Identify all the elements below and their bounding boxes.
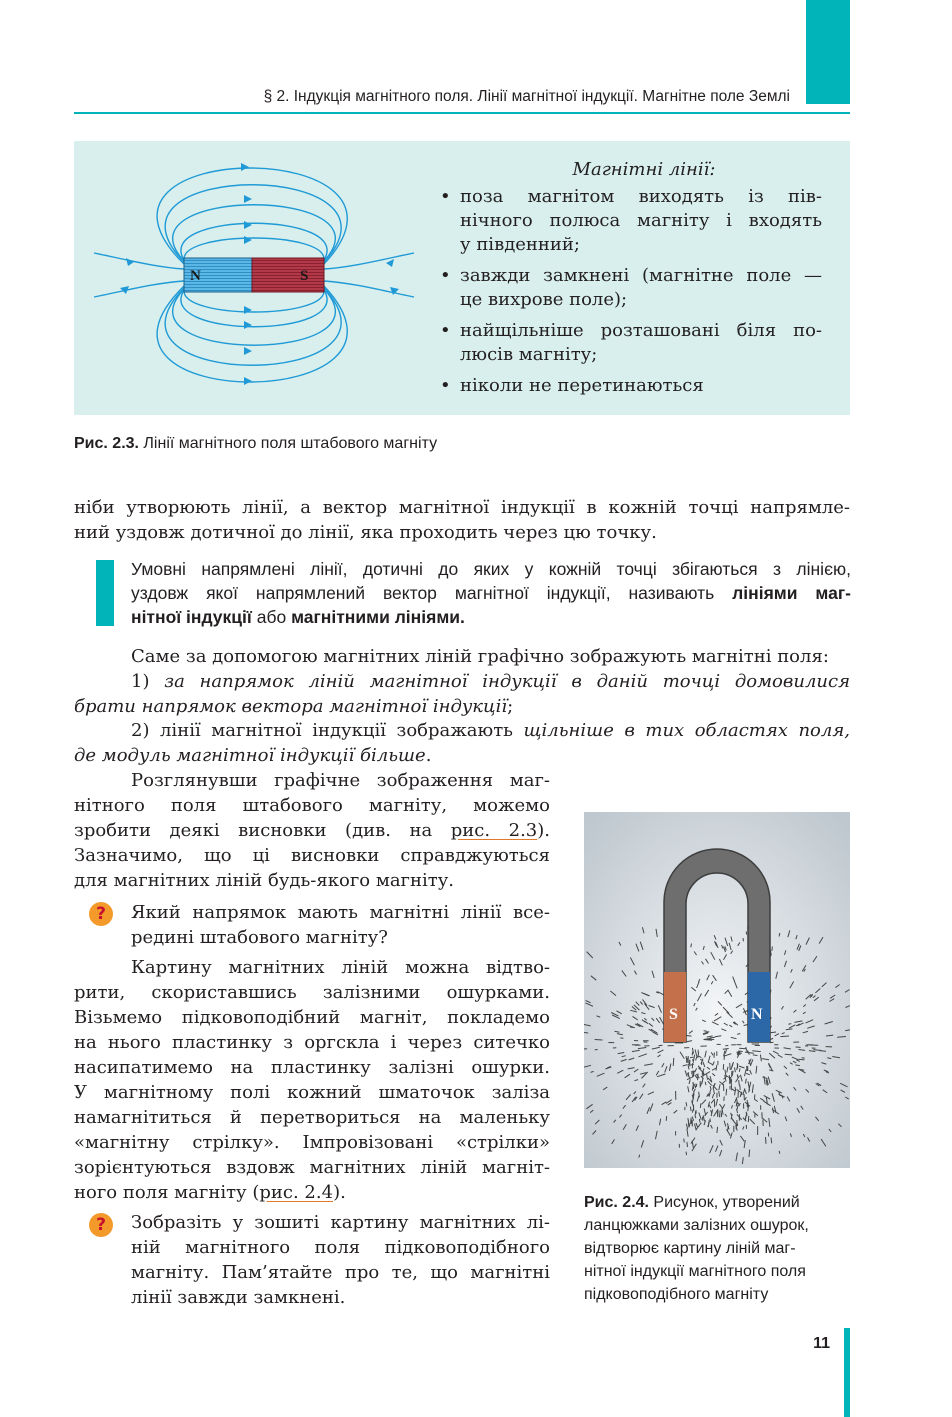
- paragraph-iron-filings: [74, 955, 550, 1205]
- text-line: У магнітному полі кожний шматочок заліза: [74, 1082, 550, 1103]
- question-inside-magnet: [131, 900, 550, 950]
- arrow-icon: [244, 221, 252, 229]
- paragraph-rule-2: [74, 718, 850, 768]
- text-line: • найщільніше розташовані біля по-: [460, 320, 822, 341]
- paragraph-conclusions: [74, 768, 550, 893]
- paragraph-field-lines: [74, 495, 850, 545]
- caption-text: ланцюжками залізних ошурок,: [584, 1217, 809, 1234]
- field-line-top-2: [181, 223, 327, 260]
- text-line: Зобразіть у зошиті картину магнітних лі-: [131, 1212, 550, 1233]
- paragraph-graphic-representation: [131, 644, 851, 669]
- caption-label: Рис. 2.4.: [584, 1194, 649, 1211]
- text-line: [74, 694, 850, 719]
- text-line: на нього пластинку з оргскла і через ситечко: [74, 1032, 550, 1053]
- arrow-icon: [244, 377, 252, 385]
- bar-magnet-field-diagram: [74, 141, 434, 415]
- text-line: Картину магнітних ліній можна відтво-: [131, 957, 550, 978]
- italic-text: щільніше в тих областях поля,: [523, 720, 850, 741]
- text-line: Який напрямок мають магнітні лінії все-: [131, 902, 550, 923]
- field-line-right-2: [324, 281, 414, 297]
- text-line: нічного полюса магніту і входять: [460, 210, 822, 231]
- text-fragment: уздовж якої напрямлений вектор магнітної індукції, називають: [131, 583, 733, 603]
- magnet-north-label: N: [190, 268, 201, 284]
- arrow-icon: [244, 321, 252, 329]
- text-line: • завжди замкнені (магнітне поле —: [460, 265, 822, 286]
- running-header: § 2. Індукція магнітного поля. Лінії магнітної індукції. Магнітне поле Землі: [263, 88, 790, 105]
- figure-2-3-caption: [74, 435, 437, 453]
- header-rule: [74, 112, 850, 114]
- property-item: [438, 264, 822, 312]
- text-line: Зазначимо, що ці висновки справджуються: [74, 845, 550, 866]
- text-line: [131, 605, 851, 629]
- text-line: [74, 718, 850, 743]
- text-line: ній магнітного поля підковоподібного: [131, 1237, 550, 1258]
- caption-line: [584, 1191, 854, 1214]
- text-fragment: ).: [333, 1182, 346, 1203]
- text-line: люсів магніту;: [460, 344, 598, 365]
- horseshoe-magnet-iron-filings-photo: [584, 812, 850, 1168]
- text-fragment: ного поля магніту (: [74, 1182, 260, 1203]
- text-fragment: лінії магнітної індукції зображають: [160, 720, 524, 741]
- caption-text: підковоподібного магніту: [584, 1286, 769, 1303]
- field-line-bot-2: [181, 290, 327, 327]
- italic-text: де модуль магнітної індукції більше: [74, 745, 426, 766]
- text-line: [74, 818, 550, 843]
- horseshoe-south-label: S: [669, 1006, 678, 1023]
- caption-line: [584, 1283, 854, 1306]
- definition-magnetic-lines: [131, 557, 851, 629]
- text-line: Візьмемо підковоподібний магніт, покладемо: [74, 1007, 550, 1028]
- text-line: намагнітиться й перетвориться на маленьку: [74, 1107, 550, 1128]
- text-line: ний уздовж дотичної до лінії, яка проходить через цю точку.: [74, 522, 657, 543]
- text-line: нітного поля штабового магніту, можемо: [74, 795, 550, 816]
- text-line: [74, 743, 850, 768]
- list-number: 1): [131, 671, 165, 692]
- caption-line: [584, 1214, 854, 1237]
- text-fragment: ).: [537, 820, 550, 841]
- magnetic-lines-title: Магнітні лінії:: [572, 159, 716, 180]
- text-line: «магнітну стрілку». Імпровізовані «стрілки»: [74, 1132, 550, 1153]
- field-line-right-1: [324, 253, 414, 269]
- arrow-icon: [244, 306, 252, 314]
- text-line: для магнітних ліній будь-якого магніту.: [74, 870, 455, 891]
- caption-text: Лінії магнітного поля штабового магніту: [138, 435, 438, 452]
- text-line: • ніколи не перетинаються: [460, 375, 704, 396]
- text-line: це вихрове поле);: [460, 289, 628, 310]
- top-accent-tab: [806, 0, 850, 104]
- page-number: 11: [813, 1335, 830, 1352]
- property-item: [438, 374, 822, 398]
- field-line-bot-1: [184, 291, 324, 312]
- caption-text: Рисунок, утворений: [648, 1194, 800, 1211]
- arrow-icon: [386, 259, 394, 267]
- text-line: редині штабового магніту?: [131, 927, 388, 948]
- arrow-icon: [126, 258, 134, 266]
- list-number: 2): [131, 720, 160, 741]
- property-item: [438, 185, 822, 257]
- text-line: зорієнтуються вздовж магнітних ліній магніт-: [74, 1157, 550, 1178]
- magnetic-lines-properties: [438, 185, 822, 405]
- figure-reference-link[interactable]: рис. 2.4: [259, 1182, 334, 1203]
- caption-line: [584, 1260, 854, 1283]
- magnet-south-half: [252, 258, 324, 292]
- text-line: рити, скориставшись залізними ошурками.: [74, 982, 550, 1003]
- text-line: у південний;: [460, 234, 580, 255]
- field-line-top-1: [184, 238, 324, 259]
- text-line: Умовні напрямлені лінії, дотичні до яких у кожній точці збігаються з лінією,: [131, 559, 851, 579]
- text-line: насипатимемо на пластинку залізні ошурки.: [74, 1057, 550, 1078]
- arrow-icon: [241, 163, 249, 171]
- figure-2-3-panel: [74, 141, 850, 415]
- property-item: [438, 319, 822, 367]
- text-line: ніби утворюють лінії, а вектор магнітної індукції в кожній точці напрямле-: [74, 497, 850, 518]
- text-line: Саме за допомогою магнітних ліній графічно зображують магнітні поля:: [131, 646, 829, 667]
- text-line: [74, 1180, 550, 1205]
- figure-reference-link[interactable]: рис. 2.3: [450, 820, 538, 841]
- arrow-icon: [244, 236, 252, 244]
- text-line: [74, 669, 850, 694]
- italic-text: за напрямок ліній магнітної індукції в даній точці домовилися: [164, 671, 850, 692]
- text-fragment: ;: [507, 696, 514, 717]
- text-line: • поза магнітом виходять із пів-: [460, 186, 822, 207]
- text-line: лінії завжди замкнені.: [131, 1287, 346, 1308]
- bold-term: нітної індукції: [131, 607, 252, 627]
- text-fragment: зробити деякі висновки (див. на: [74, 820, 451, 841]
- bold-term: лініями маг-: [732, 583, 851, 603]
- text-fragment: .: [425, 745, 432, 766]
- text-line: магніту. Пам’ятайте про те, що магнітні: [131, 1262, 550, 1283]
- magnet-south-label: S: [300, 268, 309, 284]
- caption-label: Рис. 2.3.: [74, 435, 139, 452]
- caption-text: нітної індукції магнітного поля: [584, 1263, 806, 1280]
- task-draw-lines: [131, 1210, 550, 1310]
- caption-line: [584, 1237, 854, 1260]
- text-line: Розглянувши графічне зображення маг-: [131, 770, 550, 791]
- field-line-left-1: [94, 253, 184, 269]
- paragraph-rule-1: [74, 669, 850, 719]
- field-line-left-2: [94, 281, 184, 297]
- bold-term: магнітними лініями.: [291, 607, 465, 627]
- figure-2-4-caption: [584, 1191, 854, 1306]
- text-line: [131, 581, 851, 605]
- horseshoe-north-label: N: [751, 1006, 763, 1023]
- arrow-icon: [244, 195, 252, 203]
- arrow-icon: [244, 347, 252, 355]
- bottom-accent-bar: [844, 1328, 850, 1417]
- caption-text: відтворює картину ліній маг-: [584, 1240, 796, 1257]
- question-icon: ?: [89, 902, 113, 926]
- italic-text: брати напрямок вектора магнітної індукції: [74, 696, 508, 717]
- definition-marker-bar: [96, 560, 114, 626]
- text-fragment: або: [251, 607, 292, 627]
- question-icon: ?: [89, 1213, 113, 1237]
